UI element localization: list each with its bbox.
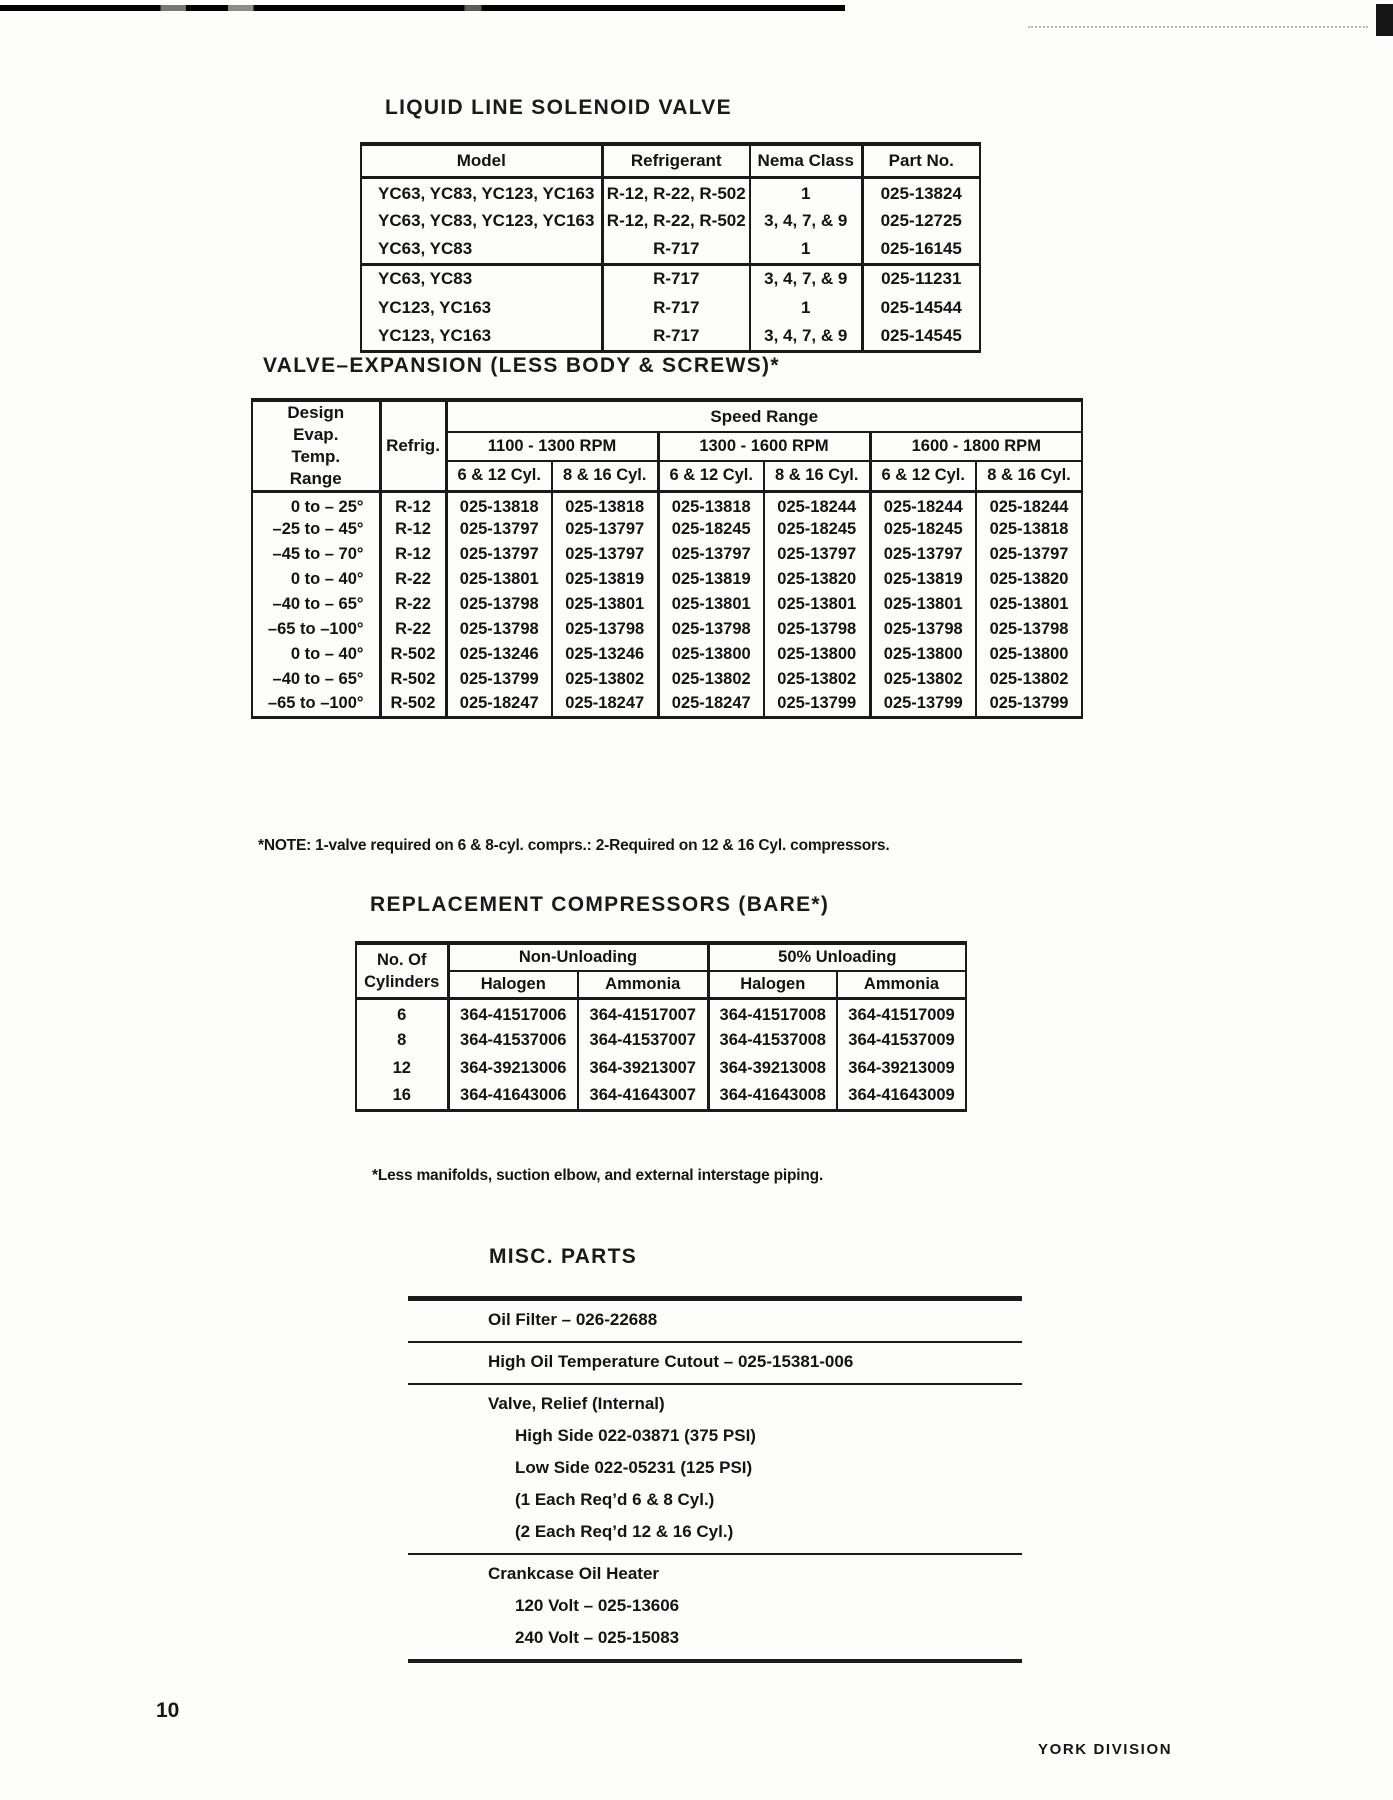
table-cell: R-22 — [380, 592, 446, 617]
misc-parts-section — [408, 1553, 1022, 1659]
table-cell: R-22 — [380, 617, 446, 642]
table-cell: 025-13797 — [446, 542, 552, 567]
table-cell: 025-13802 — [658, 667, 764, 692]
table-cell: 364-41517006 — [448, 998, 578, 1026]
table-cell: 025-13800 — [870, 642, 976, 667]
table-cell: 364-41537008 — [708, 1026, 837, 1054]
column-header: Model — [361, 144, 602, 177]
table-cell: 3, 4, 7, & 9 — [750, 206, 862, 235]
table-cell: 6 — [356, 998, 448, 1026]
table-header-row — [252, 400, 1082, 432]
table-row — [252, 492, 1082, 518]
table-cell: R-717 — [602, 293, 750, 322]
table-cell: 025-14544 — [880, 297, 962, 317]
table-cell: 364-41643006 — [448, 1082, 578, 1110]
table-cell: YC123, YC163 — [361, 322, 602, 351]
table-cell: 025-12725 — [880, 210, 962, 230]
misc-parts-line: Valve, Relief (Internal) — [488, 1394, 665, 1413]
table-cell: YC123, YC163 — [361, 293, 602, 322]
column-header-rpm: 1600 - 1800 RPM — [870, 432, 1082, 461]
table-cell: 025-13802 — [870, 667, 976, 692]
column-header-rpm: 1100 - 1300 RPM — [446, 432, 658, 461]
misc-parts-line: Oil Filter – 026-22688 — [488, 1310, 658, 1329]
table-cell: 025-18245 — [870, 517, 976, 542]
misc-parts-list — [408, 1296, 1022, 1663]
solenoid-valve-table — [360, 142, 981, 353]
scan-artifact-dotted-line — [1028, 26, 1368, 28]
table-cell: 025-13246 — [446, 642, 552, 667]
table-cell: 025-18245 — [658, 517, 764, 542]
section-title-solenoid-valve: LIQUID LINE SOLENOID VALVE — [385, 96, 732, 119]
table-cell: 025-13799 — [446, 667, 552, 692]
table-cell: R-12 — [380, 517, 446, 542]
table-cell: 025-18245 — [764, 517, 870, 542]
table-cell: 364-39213009 — [848, 1058, 955, 1077]
table-cell: 025-13801 — [989, 595, 1069, 613]
table-cell: 025-13819 — [552, 567, 658, 592]
table-cell: 025-13800 — [764, 642, 870, 667]
table-cell: –65 to –100° — [252, 692, 380, 717]
table-cell: 025-13802 — [989, 670, 1069, 688]
table-cell: R-12 — [380, 492, 446, 518]
table-cell: 025-13820 — [764, 567, 870, 592]
expansion-valve-note: *NOTE: 1-valve required on 6 & 8-cyl. comprs.: 2-Required on 12 & 16 Cyl. compressors. — [258, 837, 890, 854]
page-number: 10 — [156, 1699, 180, 1722]
table-cell: 025-13797 — [446, 517, 552, 542]
table-cell: 025-13800 — [989, 645, 1069, 663]
table-row — [252, 667, 1082, 692]
column-header-speed-range: Speed Range — [446, 400, 1082, 432]
column-header-halogen: Halogen — [448, 971, 578, 998]
table-cell: 025-13797 — [989, 545, 1069, 563]
misc-parts-line: Low Side 022-05231 (125 PSI) — [515, 1458, 753, 1477]
table-cell: 025-13820 — [989, 570, 1069, 588]
column-header-cylinders: 6 & 12 Cyl. — [870, 461, 976, 492]
table-row — [361, 264, 980, 293]
column-header-cylinders: No. Of Cylinders — [356, 943, 448, 998]
table-cell: 364-41517007 — [578, 998, 708, 1026]
table-cell: –40 to – 65° — [252, 592, 380, 617]
table-cell: 025-13246 — [552, 642, 658, 667]
table-cell: YC63, YC83 — [361, 264, 602, 293]
table-row — [252, 692, 1082, 717]
table-cell: 1 — [750, 235, 862, 264]
table-cell: 025-13798 — [658, 617, 764, 642]
table-cell: 025-13824 — [880, 183, 962, 203]
table-cell: 025-13798 — [446, 617, 552, 642]
column-header: Refrigerant — [602, 144, 750, 177]
misc-parts-section — [408, 1296, 1022, 1341]
table-cell: 025-13800 — [658, 642, 764, 667]
table-cell: R-502 — [380, 642, 446, 667]
table-cell: R-22 — [380, 567, 446, 592]
table-cell: –45 to – 70° — [252, 542, 380, 567]
table-cell: 364-41517009 — [848, 1006, 955, 1025]
table-cell: 3, 4, 7, & 9 — [750, 264, 862, 293]
table-cell: 025-13798 — [870, 617, 976, 642]
table-cell: 025-13801 — [552, 592, 658, 617]
replacement-compressors-table — [355, 941, 967, 1112]
table-cell: YC63, YC83, YC123, YC163 — [361, 177, 602, 206]
table-cell: –25 to – 45° — [252, 517, 380, 542]
table-header-row — [361, 144, 980, 177]
table-row — [252, 542, 1082, 567]
table-cell: 025-13798 — [764, 617, 870, 642]
table-cell: 025-13801 — [446, 567, 552, 592]
section-title-expansion-valve: VALVE–EXPANSION (LESS BODY & SCREWS)* — [263, 354, 780, 377]
table-cell: R-717 — [602, 322, 750, 351]
table-cell: 364-39213008 — [708, 1054, 837, 1082]
table-row — [361, 235, 980, 264]
table-row — [252, 642, 1082, 667]
table-cell: R-12, R-22, R-502 — [602, 177, 750, 206]
column-header-cylinders: 6 & 12 Cyl. — [658, 461, 764, 492]
table-cell: 025-13801 — [764, 592, 870, 617]
table-cell: 025-13818 — [989, 520, 1069, 538]
table-row — [361, 177, 980, 206]
table-cell: –65 to –100° — [252, 617, 380, 642]
table-cell: 025-13799 — [989, 694, 1069, 713]
table-cell: 0 to – 40° — [252, 642, 380, 667]
table-cell: 025-13802 — [552, 667, 658, 692]
table-row — [356, 1026, 966, 1054]
column-header-ammonia: Ammonia — [578, 971, 708, 998]
table-header-row — [356, 943, 966, 971]
expansion-valve-table — [251, 398, 1083, 719]
table-row — [361, 293, 980, 322]
column-header-ammonia: Ammonia — [837, 971, 966, 998]
column-header-temp-range: Design Evap. Temp. Range — [252, 400, 380, 492]
table-cell: 025-14545 — [880, 325, 962, 345]
column-header-cylinders: 8 & 16 Cyl. — [552, 461, 658, 492]
table-row — [361, 206, 980, 235]
table-row — [356, 1082, 966, 1110]
table-cell: 025-18247 — [446, 692, 552, 717]
table-cell: 025-13797 — [552, 517, 658, 542]
table-row — [252, 517, 1082, 542]
table-cell: 364-41537007 — [578, 1026, 708, 1054]
table-cell: 025-13798 — [446, 592, 552, 617]
table-cell: R-502 — [380, 692, 446, 717]
column-header-cylinders: 6 & 12 Cyl. — [446, 461, 552, 492]
scan-artifact-top-bar — [0, 5, 845, 11]
table-row — [252, 567, 1082, 592]
table-header-row — [356, 971, 966, 998]
table-cell: 12 — [356, 1054, 448, 1082]
table-cell: 16 — [356, 1082, 448, 1110]
table-row — [356, 998, 966, 1026]
table-cell: 364-39213007 — [578, 1054, 708, 1082]
column-header-halogen: Halogen — [708, 971, 837, 998]
table-cell: 025-13818 — [446, 492, 552, 518]
table-cell: 025-13798 — [989, 620, 1069, 638]
column-header-50-unloading: 50% Unloading — [708, 943, 966, 971]
table-cell: 025-18244 — [764, 492, 870, 518]
table-cell: 025-18247 — [552, 692, 658, 717]
misc-parts-line: Crankcase Oil Heater — [488, 1564, 660, 1583]
table-cell: R-717 — [602, 264, 750, 293]
table-cell: 025-13797 — [658, 542, 764, 567]
table-cell: 025-13797 — [764, 542, 870, 567]
misc-parts-line: High Side 022-03871 (375 PSI) — [515, 1426, 756, 1445]
table-cell: 025-13819 — [658, 567, 764, 592]
table-cell: 025-13801 — [658, 592, 764, 617]
table-row — [252, 617, 1082, 642]
table-cell: 1 — [750, 293, 862, 322]
table-cell: 364-41537009 — [848, 1030, 955, 1049]
table-row — [356, 1054, 966, 1082]
table-cell: 364-41643009 — [848, 1085, 955, 1104]
table-row — [361, 322, 980, 351]
scan-artifact-corner-mark — [1376, 4, 1393, 36]
table-cell: 025-18244 — [989, 498, 1069, 516]
table-cell: R-717 — [602, 235, 750, 264]
column-header-refrigerant: Refrig. — [380, 400, 446, 492]
table-cell: 025-13818 — [658, 492, 764, 518]
table-cell: 0 to – 25° — [252, 492, 380, 518]
misc-parts-line: (1 Each Req’d 6 & 8 Cyl.) — [515, 1490, 715, 1509]
table-cell: 025-13797 — [870, 542, 976, 567]
table-cell: 025-13801 — [870, 592, 976, 617]
table-cell: R-502 — [380, 667, 446, 692]
table-cell: R-12 — [380, 542, 446, 567]
table-cell: 025-16145 — [880, 238, 962, 258]
misc-parts-line: 240 Volt – 025-15083 — [515, 1628, 680, 1647]
table-cell: 025-13797 — [552, 542, 658, 567]
column-header: Nema Class — [750, 144, 862, 177]
table-cell: 8 — [356, 1026, 448, 1054]
table-cell: 025-11231 — [862, 264, 980, 293]
table-cell: R-12, R-22, R-502 — [602, 206, 750, 235]
misc-parts-line: (2 Each Req’d 12 & 16 Cyl.) — [515, 1522, 734, 1541]
table-row — [252, 592, 1082, 617]
section-title-replacement-compressors: REPLACEMENT COMPRESSORS (BARE*) — [370, 893, 830, 916]
column-header: Part No. — [862, 144, 980, 177]
column-header-non-unloading: Non-Unloading — [448, 943, 708, 971]
misc-parts-section — [408, 1341, 1022, 1383]
table-cell: 364-41517008 — [708, 998, 837, 1026]
table-cell: 364-41643007 — [578, 1082, 708, 1110]
table-cell: –40 to – 65° — [252, 667, 380, 692]
table-cell: 025-18244 — [870, 492, 976, 518]
table-cell: YC63, YC83, YC123, YC163 — [361, 206, 602, 235]
column-header-cylinders: 8 & 16 Cyl. — [764, 461, 870, 492]
table-cell: 0 to – 40° — [252, 567, 380, 592]
compressors-footnote: *Less manifolds, suction elbow, and external interstage piping. — [372, 1167, 824, 1184]
table-cell: 025-13818 — [552, 492, 658, 518]
table-cell: 025-13799 — [870, 692, 976, 717]
misc-parts-line: High Oil Temperature Cutout – 025-15381-006 — [488, 1352, 854, 1371]
section-title-misc-parts: MISC. PARTS — [489, 1245, 638, 1268]
misc-parts-section — [408, 1383, 1022, 1553]
table-cell: 1 — [750, 177, 862, 206]
column-header-cylinders: 8 & 16 Cyl. — [976, 461, 1082, 492]
table-cell: 025-13802 — [764, 667, 870, 692]
table-cell: 364-41537006 — [448, 1026, 578, 1054]
table-cell: 025-18247 — [658, 692, 764, 717]
table-cell: 025-13799 — [764, 692, 870, 717]
table-cell: 364-39213006 — [448, 1054, 578, 1082]
table-cell: 025-13798 — [552, 617, 658, 642]
table-cell: 025-13819 — [870, 567, 976, 592]
table-cell: YC63, YC83 — [361, 235, 602, 264]
table-cell: 364-41643008 — [708, 1082, 837, 1110]
footer-brand: YORK DIVISION — [1038, 1741, 1173, 1758]
column-header-rpm: 1300 - 1600 RPM — [658, 432, 870, 461]
misc-parts-line: 120 Volt – 025-13606 — [515, 1596, 680, 1615]
table-cell: 3, 4, 7, & 9 — [750, 322, 862, 351]
